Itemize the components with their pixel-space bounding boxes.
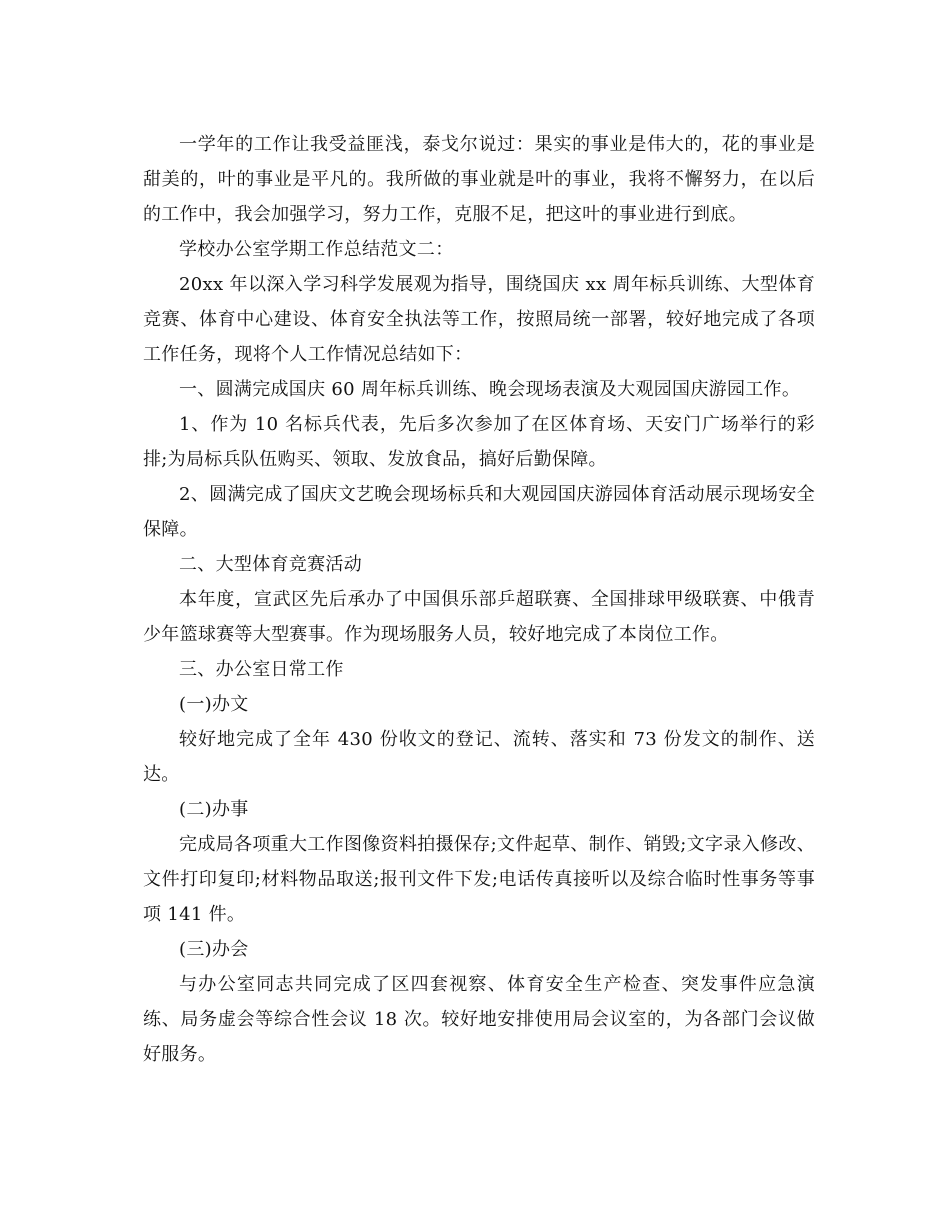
document-body: [143, 127, 815, 1072]
paragraph-sample-heading: 学校办公室学期工作总结范文二：: [179, 239, 454, 260]
subheading-meetings: (三)办会: [179, 939, 249, 960]
subheading-affairs: (二)办事: [179, 799, 249, 820]
paragraph-meetings: 与办公室同志共同完成了区四套视察、体育安全生产检查、突发事件应急演练、局务虚会等综合性会议 18 次。较好地安排使用局会议室的，为各部门会议做好服务。: [143, 974, 815, 1065]
section-heading-1: 一、圆满完成国庆 60 周年标兵训练、晚会现场表演及大观园国庆游园工作。: [179, 379, 801, 400]
paragraph-overview: 20xx 年以深入学习科学发展观为指导，围绕国庆 xx 周年标兵训练、大型体育竞赛、体育中心建设、体育安全执法等工作，按照局统一部署，较好地完成了各项工作任务，现将个人工作情况总结如下：: [143, 274, 815, 365]
section-heading-3: 三、办公室日常工作: [179, 659, 344, 680]
section-heading-2: 二、大型体育竞赛活动: [179, 554, 362, 575]
list-item-2: 2、圆满完成了国庆文艺晚会现场标兵和大观园国庆游园体育活动展示现场安全保障。: [143, 484, 815, 540]
subheading-documents: (一)办文: [179, 694, 249, 715]
paragraph-sports-events: 本年度，宣武区先后承办了中国俱乐部乒超联赛、全国排球甲级联赛、中俄青少年篮球赛等大型赛事。作为现场服务人员，较好地完成了本岗位工作。: [143, 589, 815, 645]
paragraph-affairs: 完成局各项重大工作图像资料拍摄保存;文件起草、制作、销毁;文字录入修改、文件打印复印;材料物品取送;报刊文件下发;电话传真接听以及综合临时性事务等事项 141 件。: [143, 834, 815, 925]
paragraph-intro-summary: 一学年的工作让我受益匪浅，泰戈尔说过：果实的事业是伟大的，花的事业是甜美的，叶的事业是平凡的。我所做的事业就是叶的事业，我将不懈努力，在以后的工作中，我会加强学习，努力工作，克服不足，把这叶的事业进行到底。: [143, 134, 815, 225]
paragraph-documents: 较好地完成了全年 430 份收文的登记、流转、落实和 73 份发文的制作、送达。: [143, 729, 815, 785]
list-item-1: 1、作为 10 名标兵代表，先后多次参加了在区体育场、天安门广场举行的彩排;为局标兵队伍购买、领取、发放食品，搞好后勤保障。: [143, 414, 815, 470]
